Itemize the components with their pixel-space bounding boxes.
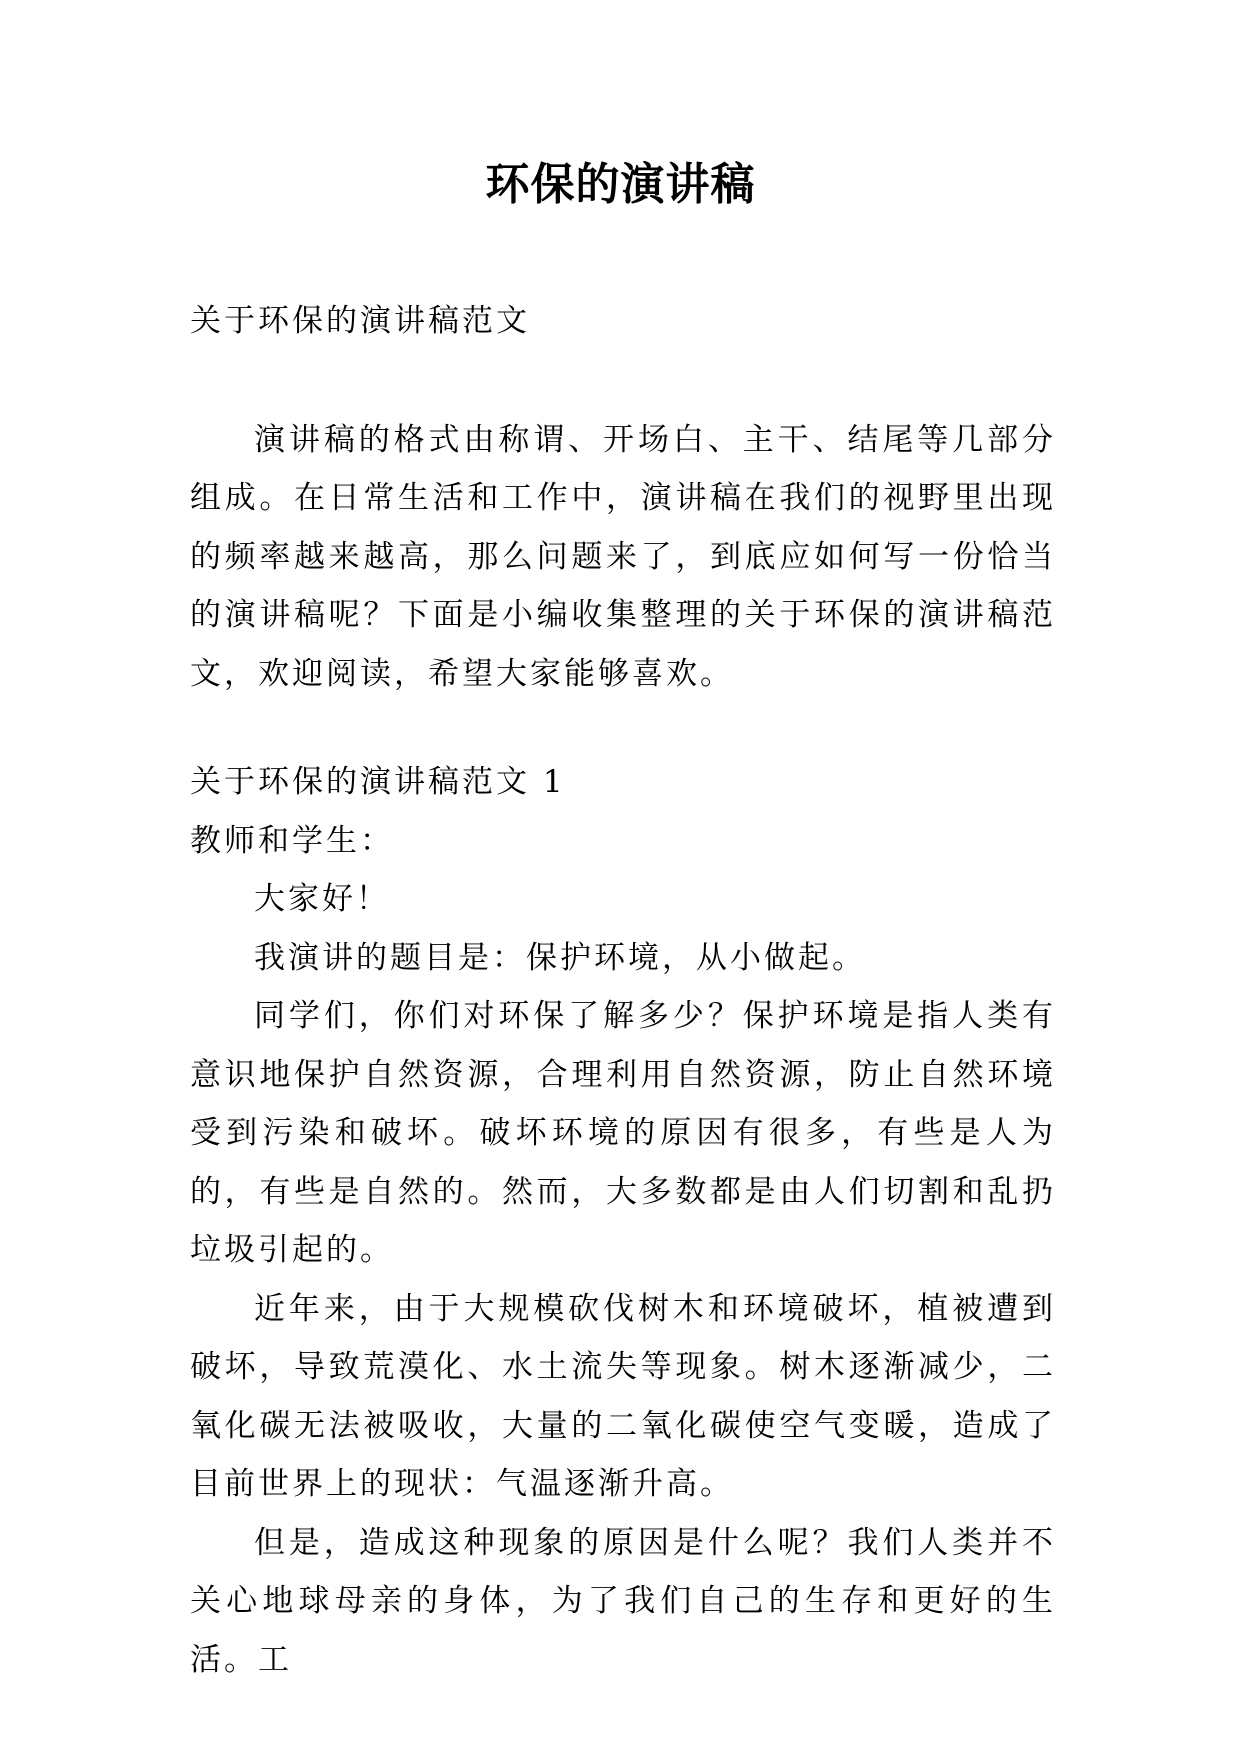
body-paragraph: 同学们，你们对环保了解多少？保护环境是指人类有意识地保护自然资源，合理利用自然资源，防止自然环境受到污染和破坏。破坏环境的原因有很多，有些是人为的，有些是自然的。然而，大多数都是由人们切割和乱扔垃圾引起的。 — [190, 998, 1056, 1268]
section-heading: 关于环保的演讲稿范文 1 — [190, 764, 566, 800]
body-paragraph: 但是，造成这种现象的原因是什么呢？我们人类并不关心地球母亲的身体，为了我们自己的生存和更好的生活。工 — [190, 1524, 1056, 1678]
salutation: 教师和学生： — [190, 822, 394, 859]
document-title: 环保的演讲稿 — [485, 159, 756, 210]
document-subtitle: 关于环保的演讲稿范文 — [190, 303, 530, 339]
document-body — [190, 292, 1056, 1689]
body-paragraph: 近年来，由于大规模砍伐树木和环境破坏，植被遭到破坏，导致荒漠化、水土流失等现象。树木逐渐减少，二氧化碳无法被吸收，大量的二氧化碳使空气变暖，造成了目前世界上的现状：气温逐渐升高。 — [190, 1290, 1056, 1502]
body-paragraph: 我演讲的题目是：保护环境，从小做起。 — [254, 939, 866, 976]
intro-paragraph: 演讲稿的格式由称谓、开场白、主干、结尾等几部分组成。在日常生活和工作中，演讲稿在我们的视野里出现的频率越来越高，那么问题来了，到底应如何写一份恰当的演讲稿呢？下面是小编收集整理的关于环保的演讲稿范文，欢迎阅读，希望大家能够喜欢。 — [190, 421, 1056, 692]
greeting: 大家好！ — [254, 881, 390, 917]
